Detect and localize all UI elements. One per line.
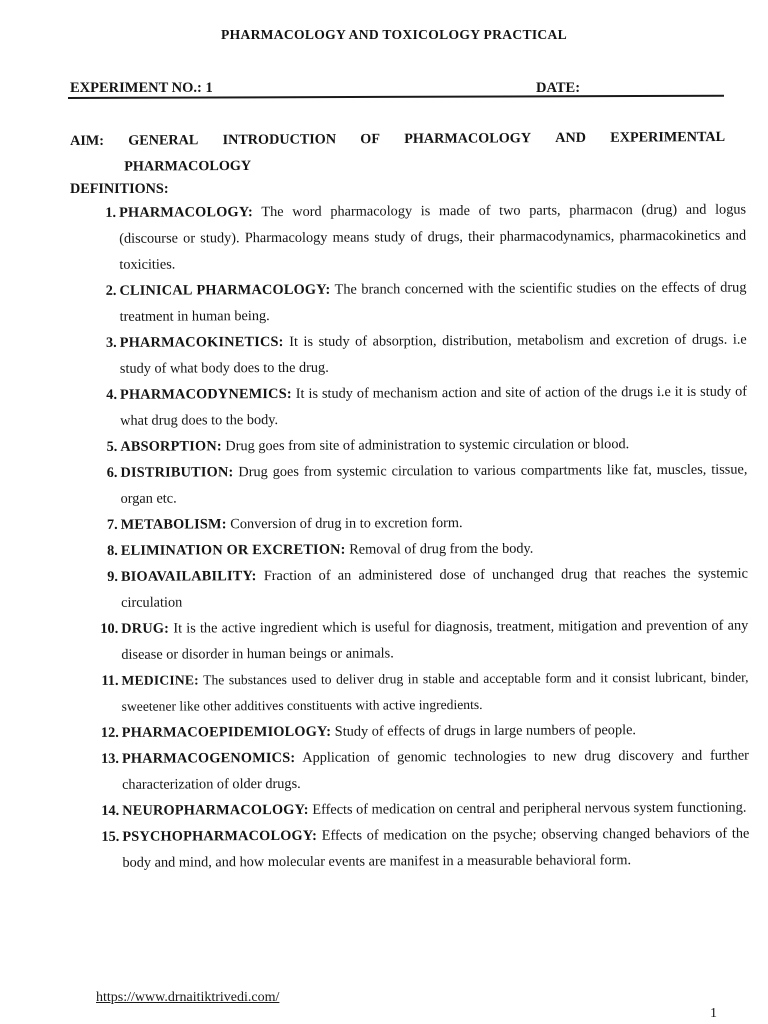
item-text: The substances used to deliver drug in stable and acceptable form and it consist lubricant, binder, sweetener like other additives constituents with active ingredients.	[121, 669, 749, 714]
item-body	[119, 275, 746, 330]
item-term: BIOAVAILABILITY:	[120, 568, 257, 585]
item-text: Drug goes from systemic circulation to various compartments like fat, muscles, tissue, organ etc.	[120, 461, 748, 507]
item-number: 2.	[105, 282, 117, 299]
definition-item	[87, 431, 747, 460]
aim-section	[70, 124, 725, 180]
page-number: 1	[710, 1006, 717, 1021]
item-text: Drug goes from site of administration to systemic circulation or blood.	[225, 436, 630, 455]
item-term: ELIMINATION OR EXCRETION:	[120, 541, 346, 559]
item-number: 10.	[100, 620, 119, 637]
experiment-number: EXPERIMENT NO.: 1	[70, 80, 213, 96]
aim-word: OF	[360, 131, 381, 148]
definitions-heading: DEFINITIONS:	[70, 181, 169, 197]
item-text: The branch concerned with the scientific studies on the effects of drug treatment in human being.	[119, 279, 747, 325]
item-body	[121, 561, 748, 616]
item-text: It is the active ingredient which is useful for diagnosis, treatment, mitigation and prevention of any disease or disorder in human beings or animals.	[121, 617, 749, 663]
item-text: It is study of absorption, distribution, metabolism and excretion of drugs. i.e study of what body does to the drug.	[119, 331, 747, 377]
item-term: CLINICAL PHARMACOLOGY:	[119, 281, 331, 299]
definition-item	[89, 821, 749, 876]
item-term: PSYCHOPHARMACOLOGY:	[122, 827, 318, 845]
item-body	[121, 665, 748, 720]
item-number: 5.	[106, 438, 118, 455]
item-number: 3.	[105, 334, 117, 351]
item-body	[122, 821, 749, 876]
aim-line-2: PHARMACOLOGY	[124, 157, 252, 175]
item-text: Application of genomic technologies to new drug discovery and further characterization of older drugs.	[122, 747, 749, 793]
definition-item	[88, 561, 748, 616]
item-body	[122, 717, 749, 746]
item-number: 13.	[101, 750, 119, 767]
item-body	[122, 795, 749, 824]
definition-item	[88, 613, 748, 668]
item-number: 14.	[101, 802, 120, 819]
item-body	[121, 509, 748, 538]
aim-word: INTRODUCTION	[222, 131, 337, 149]
item-body	[121, 535, 748, 564]
item-body	[120, 457, 747, 512]
item-number: 9.	[107, 568, 119, 585]
item-term: DISTRIBUTION:	[120, 464, 234, 481]
item-number: 1.	[105, 204, 117, 221]
item-term: DRUG:	[121, 620, 170, 637]
item-body	[120, 379, 747, 434]
definition-item	[89, 743, 749, 798]
definition-item	[87, 327, 747, 382]
definitions-list	[86, 197, 750, 876]
item-body	[121, 613, 748, 668]
definition-item	[88, 509, 748, 538]
definition-item	[88, 665, 748, 720]
definition-item	[88, 535, 748, 564]
item-term: PHARMACOLOGY:	[119, 204, 254, 221]
document-title: PHARMACOLOGY AND TOXICOLOGY PRACTICAL	[220, 27, 568, 42]
item-number: 4.	[106, 386, 118, 403]
aim-word: GENERAL	[128, 132, 199, 149]
item-term: METABOLISM:	[120, 516, 227, 533]
definition-item	[89, 795, 749, 824]
item-number: 12.	[100, 724, 119, 741]
item-term: ABSORPTION:	[120, 438, 222, 455]
item-number: 7.	[106, 516, 118, 533]
definition-item	[87, 379, 747, 434]
item-number: 15.	[101, 828, 120, 845]
item-text: Removal of drug from the body.	[349, 540, 534, 558]
item-number: 8.	[107, 542, 118, 559]
item-body	[122, 743, 749, 798]
item-text: Study of effects of drugs in large numbers of people.	[334, 722, 637, 740]
aim-word: PHARMACOLOGY	[404, 130, 532, 147]
item-text: Effects of medication on the psyche; observing changed behaviors of the body and mind, and how molecular events are manifest in a measurable behavioral form.	[122, 825, 750, 871]
item-term: PHARMACOGENOMICS:	[121, 749, 296, 767]
item-number: 11.	[101, 672, 119, 689]
item-text: The word pharmacology is made of two parts, pharmacon (drug) and logus (discourse or study). Pharmacology means study of drugs, their pharmacodynamics, pharmacokinetics and toxicities.	[119, 201, 747, 273]
website-link[interactable]: https://www.drnaitiktrivedi.com/	[96, 990, 280, 1005]
aim-word: EXPERIMENTAL	[610, 128, 726, 146]
definition-item	[86, 275, 746, 330]
definition-item	[87, 457, 747, 512]
item-term: PHARMACODYNEMICS:	[119, 385, 292, 403]
item-body	[119, 197, 746, 278]
item-body	[120, 431, 747, 460]
aim-line-1	[70, 124, 725, 154]
item-text: It is study of mechanism action and site of action of the drugs i.e it is study of what drug does to the body.	[120, 383, 748, 429]
date-label: DATE:	[536, 80, 581, 96]
aim-label: AIM:	[70, 132, 105, 149]
item-term: PHARMACOEPIDEMIOLOGY:	[121, 723, 332, 741]
item-text: Effects of medication on central and peripheral nervous system functioning.	[312, 799, 747, 818]
item-text: Conversion of drug in to excretion form.	[230, 515, 463, 533]
item-number: 6.	[106, 464, 118, 481]
item-term: NEUROPHARMACOLOGY:	[122, 801, 309, 819]
aim-word: AND	[555, 129, 587, 147]
definition-item	[89, 717, 749, 746]
item-text: Fraction of an administered dose of unchanged drug that reaches the systemic circulation	[121, 565, 748, 611]
item-term: MEDICINE:	[121, 672, 199, 688]
item-term: PHARMACOKINETICS:	[119, 333, 284, 351]
definition-item	[86, 197, 746, 278]
item-body	[120, 327, 747, 382]
